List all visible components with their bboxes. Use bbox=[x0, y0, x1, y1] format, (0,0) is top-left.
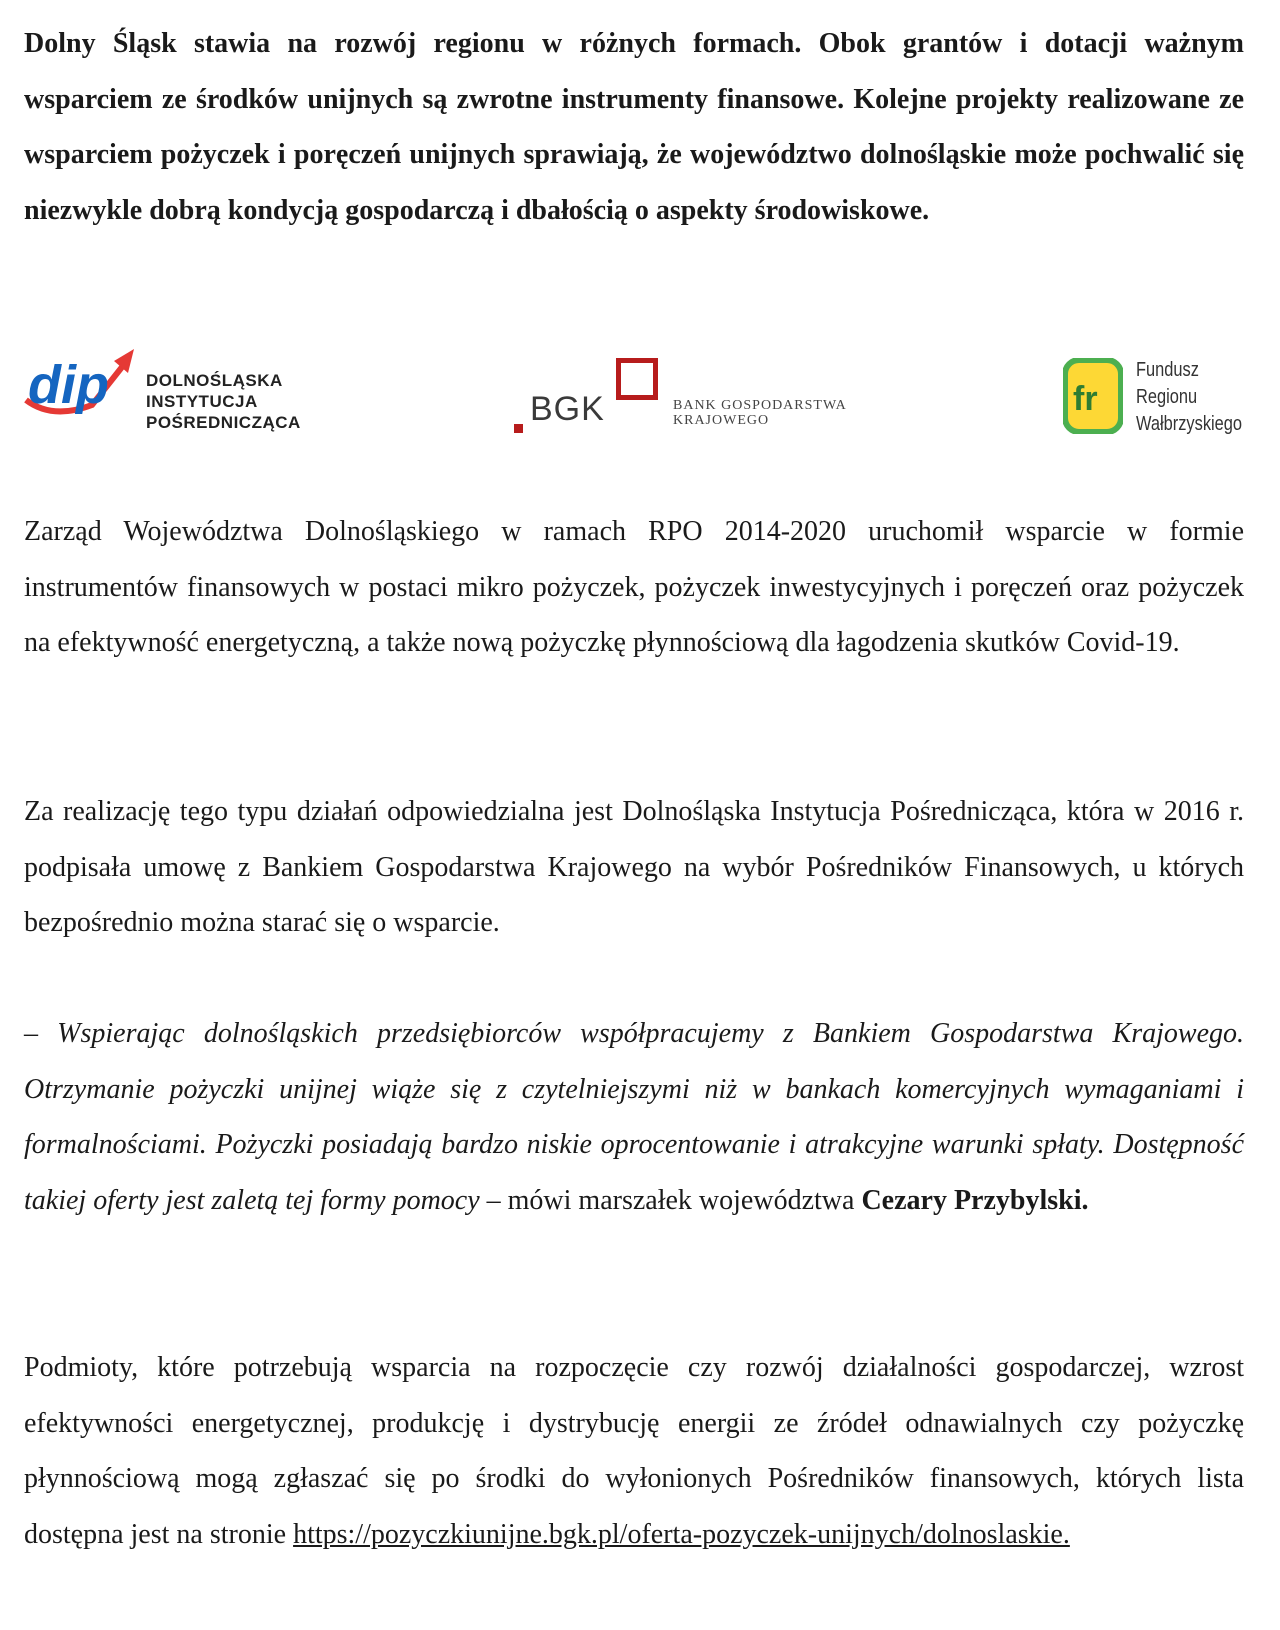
dip-line1: DOLNOŚLĄSKA bbox=[146, 371, 283, 390]
bgk-line1: BANK GOSPODARSTWA bbox=[673, 398, 847, 413]
frw-logo-text bbox=[1136, 357, 1242, 438]
paragraph-4-text: Podmioty, które potrzebują wsparcia na rozpoczęcie czy rozwój działalności gospodarczej, wzrost efektywności energetycznej, produkcję i dystrybucję energii ze źródeł odnawialnych czy pożyczkę płynnościową mogą zgłaszać się po środki do wyłonionych Pośredników finansowych, których lista dostępna jest na stronie bbox=[24, 1352, 1244, 1550]
bgk-dot-icon bbox=[514, 424, 523, 433]
quote-attribution: – mówi marszałek województwa bbox=[479, 1184, 862, 1216]
bgk-logo-text bbox=[673, 398, 847, 428]
intro-paragraph: Dolny Śląsk stawia na rozwój regionu w różnych formach. Obok grantów i dotacji ważnym wsparciem ze środków unijnych są zwrotne instrumenty finansowe. Kolejne projekty realizowane ze wsparciem pożyczek i poręczeń unijnych sprawiają, że województwo dolnośląskie może pochwalić się niezwykle dobrą kondycją gospodarczą i dbałością o aspekty środowiskowe. bbox=[24, 28, 1244, 226]
bgk-word: BGK bbox=[530, 390, 605, 428]
dip-line2: INSTYTUCJA bbox=[146, 392, 258, 411]
bgk-line2: KRAJOWEGO bbox=[673, 413, 770, 428]
bgk-square-icon bbox=[616, 358, 658, 400]
quote-author: Cezary Przybylski. bbox=[861, 1184, 1089, 1216]
paragraph-2: Za realizację tego typu działań odpowiedzialna jest Dolnośląska Instytucja Pośrednicząca, która w 2016 r. podpisała umowę z Bankiem Gospodarstwa Krajowego na wybór Pośredników Finansowych, u których bezpośrednio można starać się o wsparcie. bbox=[24, 796, 1244, 938]
dip-logo-text bbox=[146, 370, 301, 433]
paragraph-4 bbox=[24, 1340, 1244, 1562]
offer-link[interactable]: https://pozyczkiunijne.bgk.pl/oferta-pozyczek-unijnych/dolnoslaskie. bbox=[293, 1518, 1070, 1550]
quote-text: – Wspierając dolnośląskich przedsiębiorców współpracujemy z Bankiem Gospodarstwa Krajowego. Otrzymanie pożyczki unijnej wiąże się z czytelniejszymi niż w bankach komercyjnych wymaganiami i formalnościami. Pożyczki posiadają bardzo niskie oprocentowanie i atrakcyjne warunki spłaty. Dostępność takiej oferty jest zaletą tej formy pomocy bbox=[24, 1018, 1244, 1216]
dip-line3: POŚREDNICZĄCA bbox=[146, 413, 301, 432]
paragraph-1: Zarząd Województwa Dolnośląskiego w ramach RPO 2014-2020 uruchomił wsparcie w formie instrumentów finansowych w postaci mikro pożyczek, pożyczek inwestycyjnych i poręczeń oraz pożyczek na efektywność energetyczną, a także nową pożyczkę płynnościową dla łagodzenia skutków Covid-19. bbox=[24, 516, 1244, 658]
dip-mark-text: dip bbox=[28, 355, 109, 415]
frw-mark-text: fr bbox=[1073, 380, 1098, 418]
frw-line2: Regionu bbox=[1136, 386, 1198, 408]
dip-logo-icon bbox=[22, 345, 140, 423]
frw-line3: Wałbrzyskiego bbox=[1136, 413, 1243, 435]
quote-paragraph bbox=[24, 1006, 1244, 1228]
frw-line1: Fundusz bbox=[1136, 359, 1199, 381]
frw-logo-icon bbox=[1063, 358, 1123, 434]
